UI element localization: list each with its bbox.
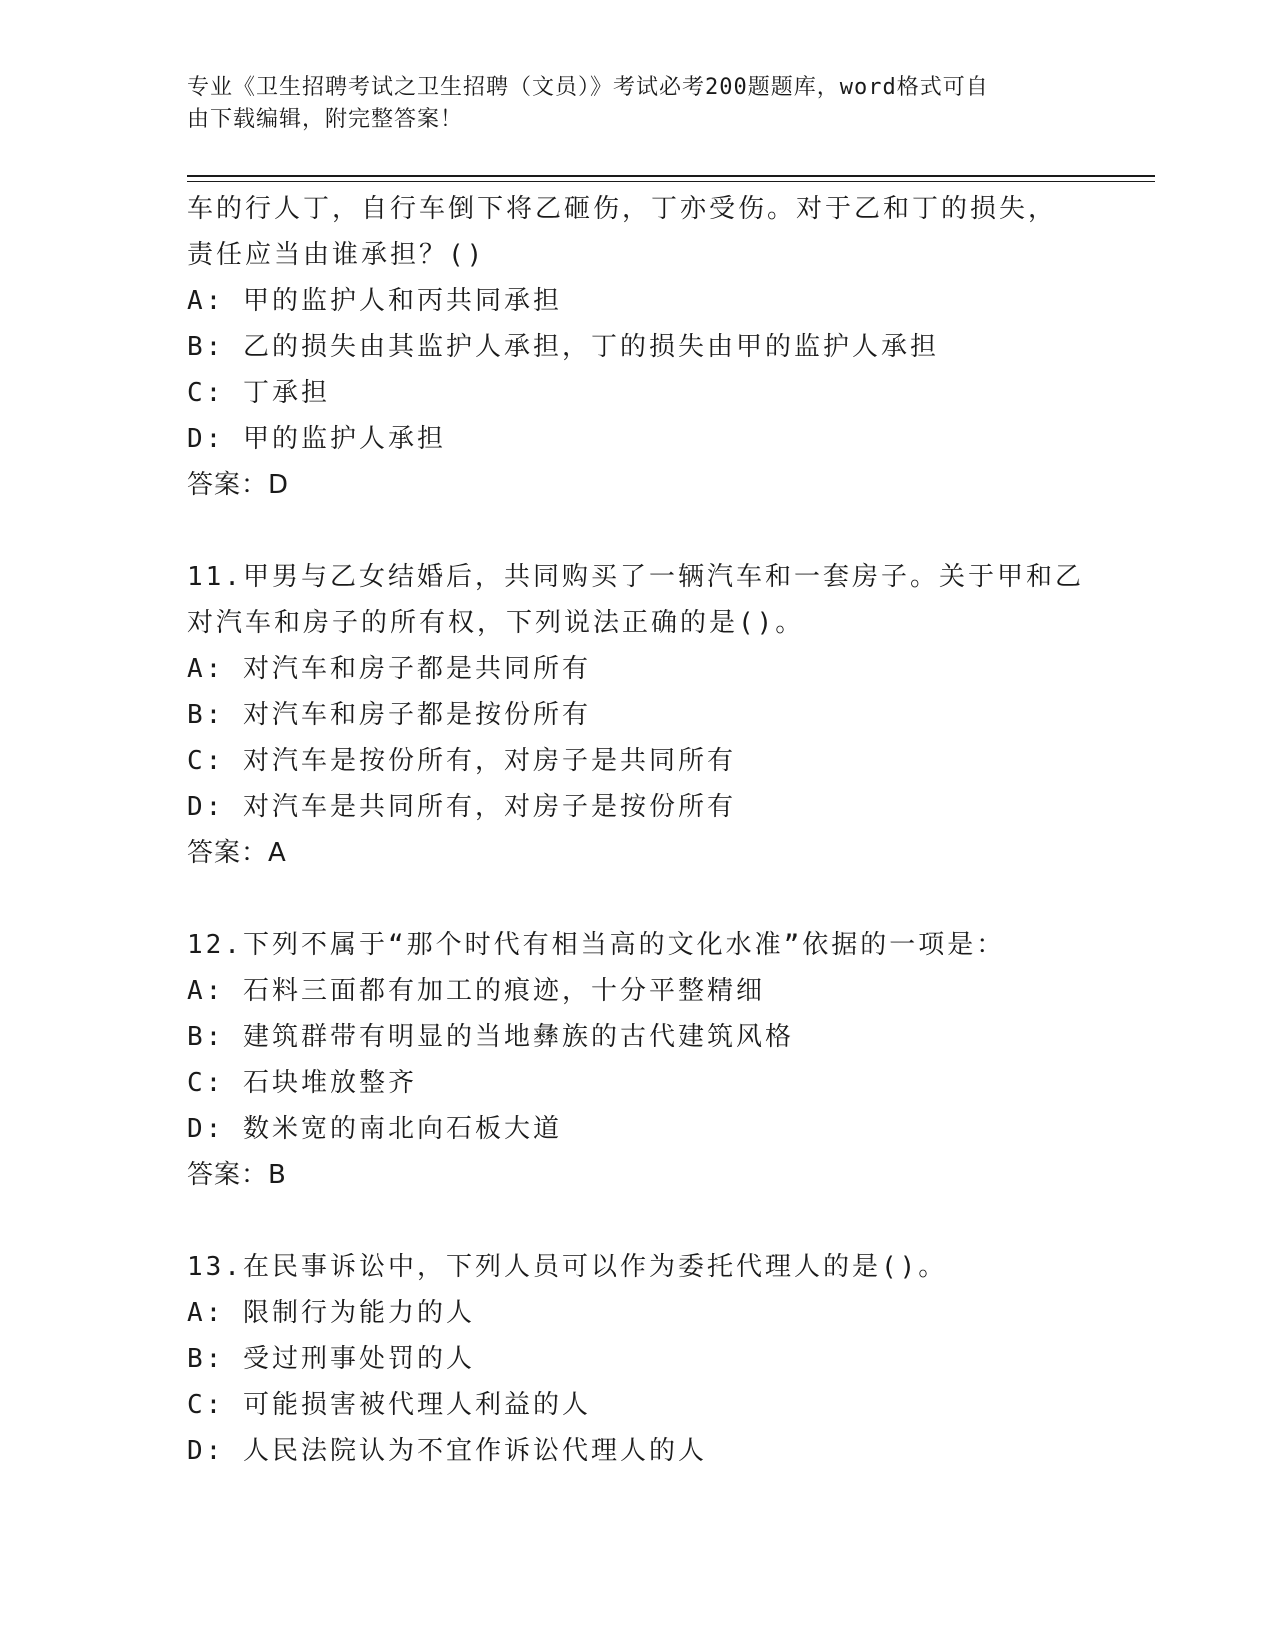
option-c: C: 石块堆放整齐	[187, 1068, 417, 1098]
question-stem-line: 11.甲男与乙女结婚后，共同购买了一辆汽车和一套房子。关于甲和乙	[187, 562, 1084, 592]
question-12	[187, 922, 1147, 1198]
option-b: B: 受过刑事处罚的人	[187, 1344, 475, 1374]
option-a: A: 甲的监护人和丙共同承担	[187, 286, 562, 316]
header-rule-thin	[187, 181, 1155, 182]
option-c: C: 对汽车是按份所有，对房子是共同所有	[187, 746, 736, 776]
option-b: B: 乙的损失由其监护人承担，丁的损失由甲的监护人承担	[187, 332, 939, 362]
question-stem-line: 13.在民事诉讼中，下列人员可以作为委托代理人的是()。	[187, 1252, 948, 1282]
question-stem-line: 12.下列不属于“那个时代有相当高的文化水准”依据的一项是：	[187, 930, 1006, 960]
option-b: B: 建筑群带有明显的当地彝族的古代建筑风格	[187, 1022, 794, 1052]
option-a: A: 对汽车和房子都是共同所有	[187, 654, 591, 684]
document-header	[187, 72, 1087, 136]
option-a: A: 石料三面都有加工的痕迹，十分平整精细	[187, 976, 765, 1006]
option-c: C: 丁承担	[187, 378, 330, 408]
question-stem-line: 车的行人丁，自行车倒下将乙砸伤，丁亦受伤。对于乙和丁的损失，	[187, 194, 1058, 224]
question-continued	[187, 186, 1147, 508]
question-stem-line: 对汽车和房子的所有权，下列说法正确的是()。	[187, 608, 805, 638]
answer: 答案：D	[187, 470, 290, 500]
option-d: D: 对汽车是共同所有，对房子是按份所有	[187, 792, 736, 822]
option-d: D: 数米宽的南北向石板大道	[187, 1114, 562, 1144]
header-line-1: 专业《卫生招聘考试之卫生招聘（文员）》考试必考200题题库，word格式可自	[187, 75, 989, 100]
option-a: A: 限制行为能力的人	[187, 1298, 475, 1328]
spacer	[187, 876, 1147, 922]
question-stem-line: 责任应当由谁承担？()	[187, 240, 486, 270]
question-list	[187, 186, 1147, 1474]
header-line-2: 由下载编辑，附完整答案！	[187, 107, 464, 132]
option-d: D: 甲的监护人承担	[187, 424, 446, 454]
answer: 答案：B	[187, 1160, 287, 1190]
option-b: B: 对汽车和房子都是按份所有	[187, 700, 591, 730]
question-11	[187, 554, 1147, 876]
option-d: D: 人民法院认为不宜作诉讼代理人的人	[187, 1436, 707, 1466]
spacer	[187, 1198, 1147, 1244]
answer: 答案：A	[187, 838, 287, 868]
spacer	[187, 508, 1147, 554]
option-c: C: 可能损害被代理人利益的人	[187, 1390, 591, 1420]
question-13	[187, 1244, 1147, 1474]
header-rule-thick	[187, 175, 1155, 177]
